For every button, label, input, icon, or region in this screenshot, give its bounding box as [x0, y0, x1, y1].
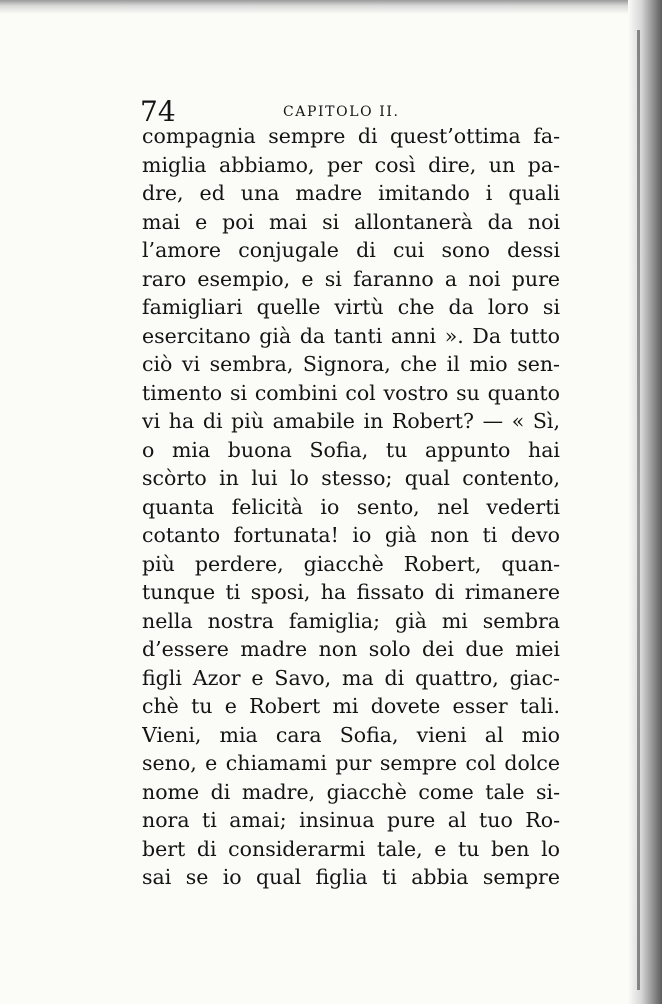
running-head: CAPITOLO II. — [283, 104, 400, 120]
text-line: chè tu e Robert mi dovete esser tali. — [142, 694, 560, 718]
text-line: d’essere madre non solo dei due miei — [142, 637, 560, 661]
text-line: esercitano già da tanti anni ». Da tutto — [142, 323, 560, 348]
text-line: famigliari quelle virtù che da loro si — [142, 295, 560, 319]
text-line: cotanto fortunata! io già non ti devo — [142, 523, 560, 547]
text-line: vi ha di più amabile in Robert? — « Sì, — [142, 409, 560, 433]
text-line: miglia abbiamo, per così dire, un pa- — [142, 152, 560, 177]
text-line: raro esempio, e si faranno a noi pure — [142, 266, 560, 291]
text-line: nora ti amai; insinua pure al tuo Ro- — [142, 808, 560, 832]
text-line: l’amore conjugale di cui sono dessi — [142, 238, 560, 262]
page-number: 74 — [140, 95, 176, 128]
text-line: compagnia sempre di quest’ottima fa- — [142, 124, 560, 148]
text-line: nome di madre, giacchè come tale si- — [142, 779, 560, 804]
text-line: mai e poi mai si allontanerà da noi — [142, 209, 560, 234]
text-line: quanta felicità io sento, nel vederti — [142, 494, 560, 519]
text-line: Vieni, mia cara Sofia, vieni al mio — [142, 722, 560, 747]
text-line: timento si combini col vostro su quanto — [142, 380, 560, 405]
text-line: tunque ti sposi, ha fissato di rimanere — [142, 580, 560, 604]
page-binding-edge — [628, 0, 662, 1004]
text-line: più perdere, giacchè Robert, quan- — [142, 551, 560, 576]
text-line: figli Azor e Savo, ma di quattro, giac- — [142, 665, 560, 690]
text-line: bert di considerarmi tale, e tu ben lo — [142, 836, 560, 861]
text-line: dre, ed una madre imitando i quali — [142, 181, 560, 205]
body-text — [142, 122, 560, 892]
page-top-edge-shadow — [0, 0, 662, 14]
text-line: o mia buona Sofia, tu appunto hai — [142, 437, 560, 462]
text-line: ciò vi sembra, Signora, che il mio sen- — [142, 352, 560, 376]
text-line: seno, e chiamami pur sempre col dolce — [142, 751, 560, 775]
text-line: scòrto in lui lo stesso; qual contento, — [142, 466, 560, 490]
text-line: sai se io qual figlia ti abbia sempre — [142, 865, 560, 889]
binding-fold-line — [637, 30, 640, 990]
text-line: nella nostra famiglia; già mi sembra — [142, 608, 560, 633]
